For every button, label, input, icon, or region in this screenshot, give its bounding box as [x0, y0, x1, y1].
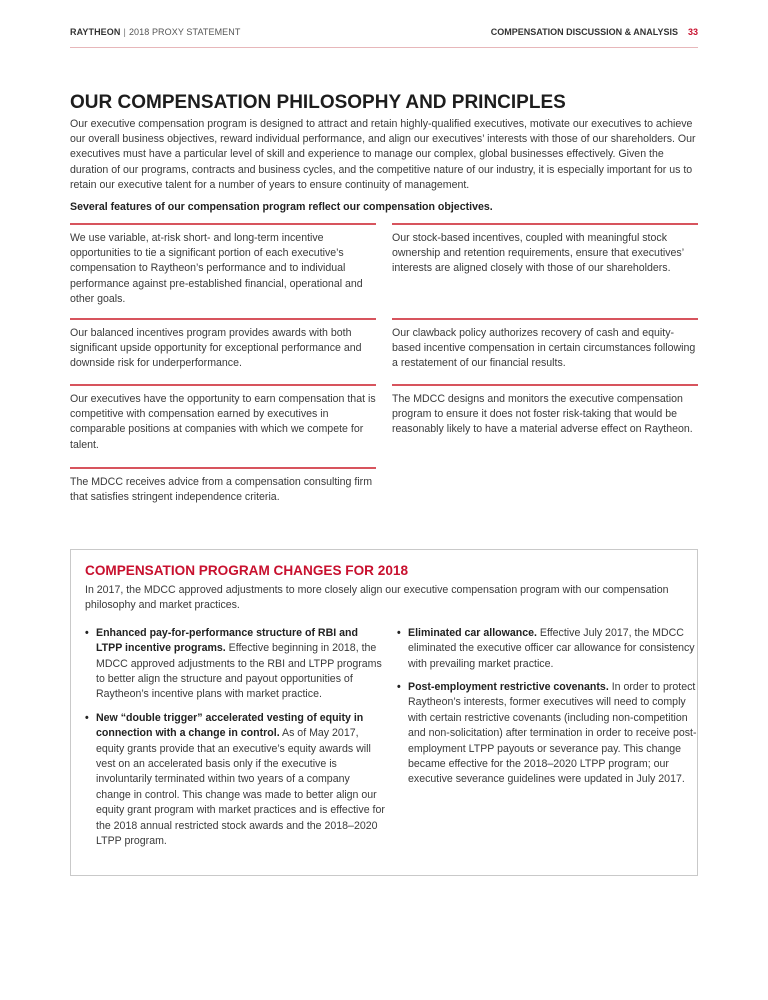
bullet-lead: Post-employment restrictive covenants.: [408, 681, 609, 694]
header-right: [491, 22, 698, 37]
change-bullet: [397, 626, 697, 672]
feature-item: The MDCC receives advice from a compensation consulting firm that satisfies stringent independence criteria.: [70, 467, 376, 505]
main-content: [70, 92, 698, 505]
callout-title: COMPENSATION PROGRAM CHANGES FOR 2018: [85, 563, 409, 578]
callout-column-right: [397, 626, 697, 858]
feature-item: Our balanced incentives program provides awards with both significant upside opportunity for exceptional performance and downside risk for underperformance.: [70, 318, 376, 384]
callout-columns: [85, 626, 697, 858]
bullet-text: In order to protect Raytheon’s interests, former executives will need to comply with certain restrictive covenants (including non-competition and non-solicitation) after termination in order to receive post-employment LTPP payouts or severance pay. This change became effective for the 2018–2020 LTPP program; our executive severance guidelines were updated in July 2017.: [408, 681, 697, 786]
bullet-lead: Enhanced pay-for-performance structure of RBI and LTPP incentive programs.: [96, 626, 358, 655]
bullet-icon: •: [85, 711, 89, 724]
bullet-text: Effective beginning in 2018, the MDCC approved adjustments to the RBI and LTPP programs to better align the structure and payout opportunities of Raytheon’s incentive plans with market practice.: [96, 642, 382, 701]
bullet-icon: •: [85, 626, 89, 639]
intro-paragraph: Our executive compensation program is designed to attract and retain highly-qualified executives, motivate our executives to achieve our overall business objectives, reward individual performance, and align our executives’ interests with those of our shareholders. Our executives must have a particular level of skill and experience to manage our complex, global businesses effectively. Given the duration of our programs, contracts and business cycles, and the competitive nature of our industry, it is especially important for us to retain our executive talent for a number of years to ensure continuity of management.: [70, 118, 696, 191]
callout-intro: In 2017, the MDCC approved adjustments to more closely align our executive compensation program with our compensation philosophy and market practices.: [85, 584, 669, 612]
feature-item: We use variable, at-risk short- and long-term incentive opportunities to tie a significant portion of each executive’s compensation to Raytheon’s performance and to individual performance against pre-established financial, operational and other goals.: [70, 223, 376, 318]
page-title: OUR COMPENSATION PHILOSOPHY AND PRINCIPLES: [70, 92, 566, 113]
feature-item: Our executives have the opportunity to earn compensation that is competitive with compensation earned by executives in comparable positions at companies with which we compete for talent.: [70, 384, 376, 467]
features-grid: [70, 223, 698, 505]
bullet-text: Effective July 2017, the MDCC eliminated the executive officer car allowance for consistency with prevailing market practice.: [408, 626, 695, 670]
feature-item: Our stock-based incentives, coupled with meaningful stock ownership and retention requirements, ensure that executives’ interests are aligned closely with those of our shareholders.: [392, 223, 698, 318]
callout-column-left: [85, 626, 385, 858]
bullet-text: As of May 2017, equity grants provide that an executive’s equity awards will vest on an accelerated basis only if the executive is involuntarily terminated within two years of a company change in control. This change was made to better align our equity grant program with market practices and is effective for the 2018 annual restricted stock awards and the 2018–2020 LTPP program.: [96, 727, 385, 848]
bullet-icon: •: [397, 681, 401, 694]
bullet-lead: New “double trigger” accelerated vesting of equity in connection with a change in control.: [96, 711, 364, 740]
bullet-icon: •: [397, 626, 401, 639]
feature-item: The MDCC designs and monitors the executive compensation program to ensure it does not foster risk-taking that would be reasonably likely to have a material adverse effect on Raytheon.: [392, 384, 698, 467]
change-bullet: [397, 680, 697, 788]
features-lead: Several features of our compensation program reflect our compensation objectives.: [70, 201, 493, 214]
page-header: [70, 22, 698, 48]
header-brand: RAYTHEON: [70, 27, 121, 37]
change-bullet: [85, 711, 385, 850]
program-changes-callout: [70, 549, 698, 876]
header-left: [70, 22, 240, 37]
header-separator: |: [123, 27, 126, 37]
page-number: 33: [687, 27, 698, 37]
header-document-title: 2018 PROXY STATEMENT: [128, 27, 241, 37]
change-bullet: [85, 626, 385, 703]
bullet-lead: Eliminated car allowance.: [408, 626, 537, 639]
header-section-title: COMPENSATION DISCUSSION & ANALYSIS: [490, 27, 678, 37]
feature-item: Our clawback policy authorizes recovery of cash and equity-based incentive compensation in certain circumstances following a restatement of our financial results.: [392, 318, 698, 384]
